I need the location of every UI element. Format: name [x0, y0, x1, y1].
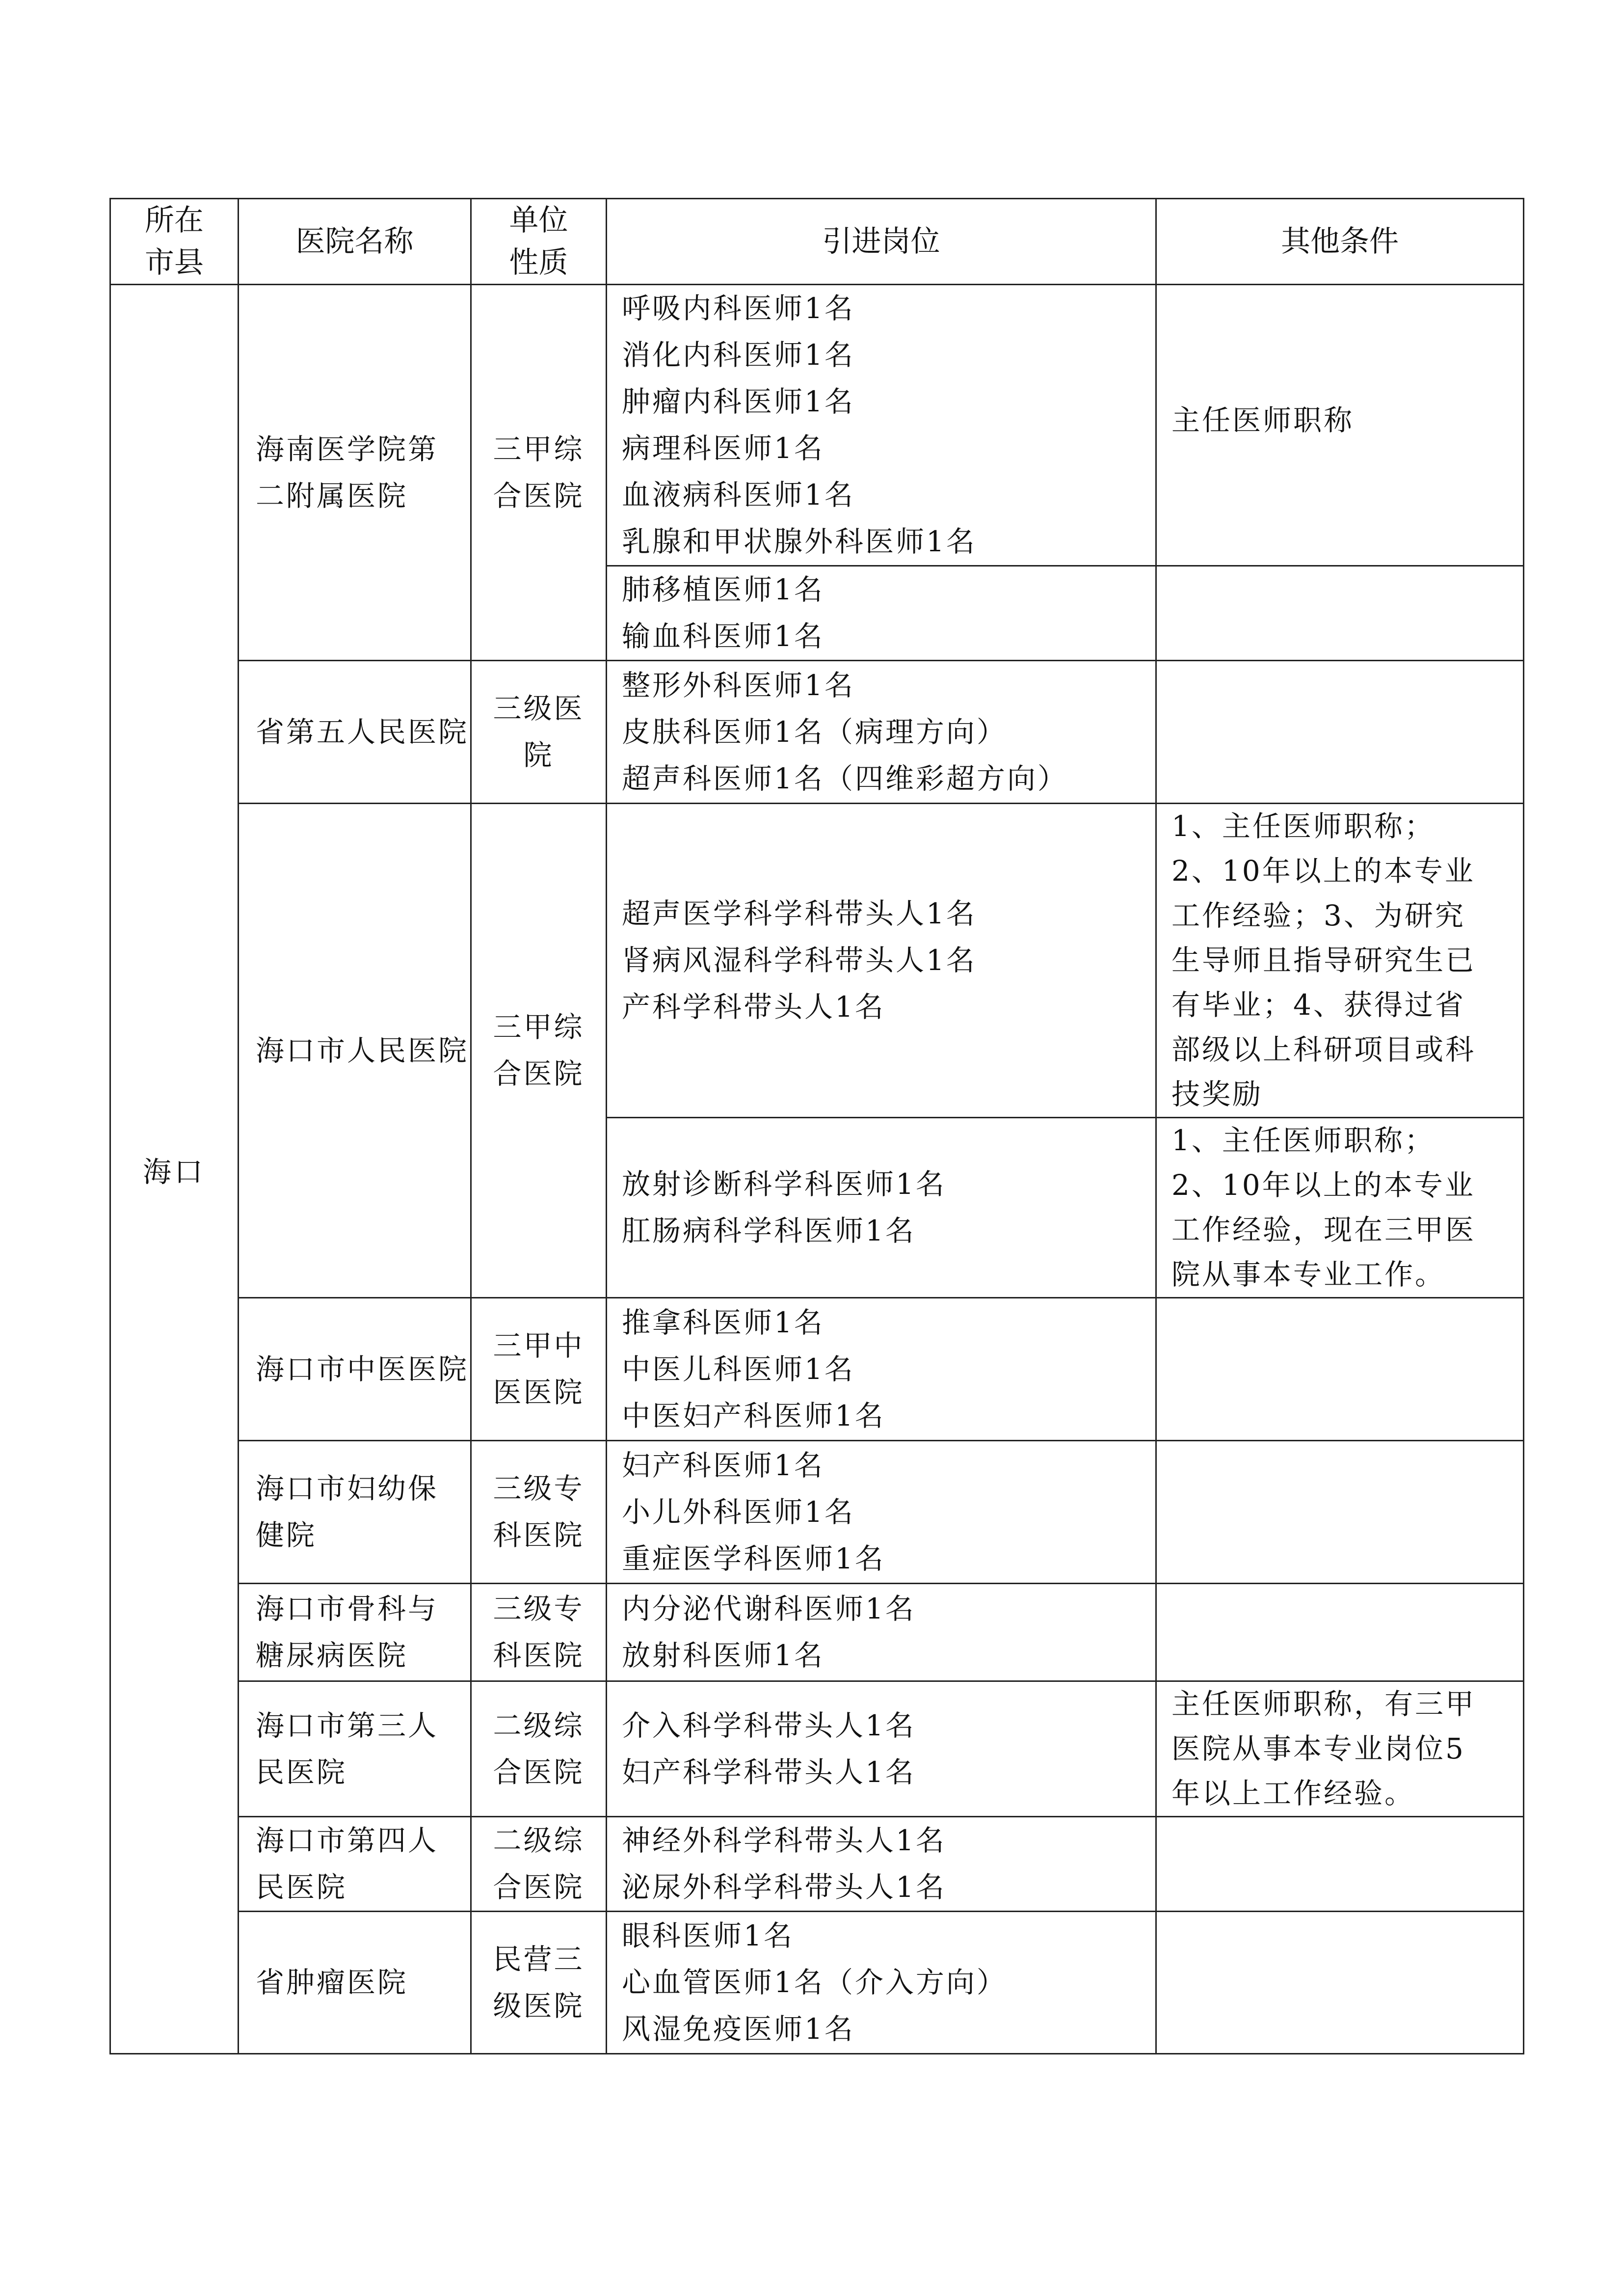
position-item: 呼吸内科医师1名: [622, 292, 855, 325]
condition-line: 1、主任医师职称；: [1171, 1124, 1435, 1157]
position-item: 神经外科学科带头人1名: [622, 1824, 946, 1857]
hospital-name-cell: [239, 1681, 471, 1817]
hospital-name-cell: [239, 1584, 471, 1681]
unit-nature-line: 级医院: [493, 1989, 585, 2023]
table-row: [110, 285, 1524, 566]
position-item: 风湿免疫医师1名: [622, 2012, 855, 2046]
positions-cell: [607, 1118, 1156, 1298]
condition-line: 主任医师职称: [1171, 404, 1355, 437]
hospital-name-cell: [239, 1441, 471, 1584]
conditions-cell: [1156, 804, 1524, 1118]
unit-nature-line: 三级专: [493, 1472, 585, 1505]
unit-nature-line: 医医院: [493, 1376, 585, 1409]
hospital-name-cell: [239, 661, 471, 804]
hospital-name-line: 健院: [256, 1518, 317, 1552]
unit-nature-line: 三甲综: [493, 432, 585, 466]
city-cell: 海口: [110, 285, 239, 2054]
positions-cell: [607, 1441, 1156, 1584]
positions-cell: [607, 285, 1156, 566]
condition-line: 年以上工作经验。: [1171, 1777, 1415, 1810]
header-city-line: 市县: [145, 245, 204, 280]
unit-nature-line: 院: [523, 738, 554, 772]
position-item: 整形外科医师1名: [622, 668, 855, 702]
header-nature-line: 单位: [509, 203, 568, 238]
positions-cell: [607, 1584, 1156, 1681]
positions-cell: [607, 1298, 1156, 1441]
positions-cell: [607, 661, 1156, 804]
hospital-name-cell: [239, 285, 471, 661]
unit-nature-line: 合医院: [493, 479, 585, 513]
conditions-cell: [1156, 1681, 1524, 1817]
unit-nature-line: 科医院: [493, 1639, 585, 1672]
position-item: 小儿外科医师1名: [622, 1495, 855, 1529]
unit-nature-cell: [471, 285, 607, 661]
hospital-name-line: 民医院: [256, 1755, 347, 1789]
position-item: 放射科医师1名: [622, 1639, 825, 1672]
unit-nature-line: 合医院: [493, 1755, 585, 1789]
position-item: 肺移植医师1名: [622, 573, 825, 606]
condition-line: 有毕业；4、获得过省: [1171, 988, 1465, 1022]
unit-nature-line: 三级专: [493, 1592, 585, 1625]
position-item: 重症医学科医师1名: [622, 1541, 885, 1575]
conditions-cell: [1156, 1912, 1524, 2054]
unit-nature-cell: [471, 661, 607, 804]
header-row: [110, 199, 1524, 285]
condition-line: 部级以上科研项目或科: [1171, 1033, 1476, 1066]
unit-nature-cell: [471, 1912, 607, 2054]
unit-nature-cell: [471, 804, 607, 1298]
table-row: [110, 1298, 1524, 1441]
position-item: 产科学科带头人1名: [622, 990, 885, 1024]
unit-nature-line: 三级医: [493, 692, 585, 725]
conditions-cell: [1156, 1441, 1524, 1584]
unit-nature-line: 三甲综: [493, 1010, 585, 1044]
position-item: 妇产科学科带头人1名: [622, 1755, 916, 1789]
position-item: 消化内科医师1名: [622, 338, 855, 372]
table-row: [110, 1441, 1524, 1584]
position-item: 推拿科医师1名: [622, 1305, 825, 1339]
position-item: 肿瘤内科医师1名: [622, 385, 855, 418]
unit-nature-cell: [471, 1681, 607, 1817]
hospital-name-line: 海南医学院第: [256, 432, 439, 466]
position-item: 皮肤科医师1名（病理方向）: [622, 715, 1007, 749]
position-item: 中医儿科医师1名: [622, 1352, 855, 1386]
position-item: 肛肠病科学科医师1名: [622, 1214, 916, 1247]
header-positions: 引进岗位: [607, 199, 1156, 285]
table-row: [110, 1817, 1524, 1912]
header-hospital-name: 医院名称: [239, 199, 471, 285]
position-item: 乳腺和甲状腺外科医师1名: [622, 525, 977, 558]
conditions-cell: [1156, 661, 1524, 804]
hospital-name-cell: [239, 1817, 471, 1912]
condition-line: 医院从事本专业岗位5: [1171, 1732, 1465, 1765]
table-row: [110, 1912, 1524, 2054]
condition-line: 院从事本专业工作。: [1171, 1258, 1446, 1291]
header-nature-line: 性质: [509, 245, 568, 280]
positions-cell: [607, 1681, 1156, 1817]
header-other-conditions: 其他条件: [1156, 199, 1524, 285]
positions-cell: [607, 566, 1156, 661]
condition-line: 1、主任医师职称；: [1171, 810, 1435, 843]
hospital-name-line: 海口市第四人: [256, 1824, 439, 1857]
unit-nature-line: 二级综: [493, 1708, 585, 1742]
unit-nature-line: 三甲中: [493, 1329, 585, 1362]
hospital-recruitment-table: [109, 198, 1524, 2054]
unit-nature-line: 二级综: [493, 1824, 585, 1857]
hospital-name-line: 海口市人民医院: [256, 1033, 469, 1067]
position-item: 泌尿外科学科带头人1名: [622, 1870, 946, 1904]
position-item: 输血科医师1名: [622, 620, 825, 653]
unit-nature-cell: [471, 1298, 607, 1441]
position-item: 中医妇产科医师1名: [622, 1399, 885, 1432]
hospital-name-line: 海口市中医医院: [256, 1352, 469, 1386]
hospital-name-line: 二附属医院: [256, 479, 408, 513]
unit-nature-cell: [471, 1584, 607, 1681]
unit-nature-cell: [471, 1441, 607, 1584]
position-item: 血液病科医师1名: [622, 478, 855, 512]
conditions-cell: [1156, 1584, 1524, 1681]
header-city-line: 所在: [145, 203, 204, 238]
position-item: 超声医学科学科带头人1名: [622, 897, 977, 930]
hospital-name-cell: [239, 1298, 471, 1441]
unit-nature-line: 民营三: [493, 1942, 585, 1976]
hospital-name-line: 省肿瘤医院: [256, 1966, 408, 1999]
table-row: [110, 661, 1524, 804]
hospital-name-cell: [239, 1912, 471, 2054]
position-item: 肾病风湿科学科带头人1名: [622, 944, 977, 977]
conditions-cell: [1156, 285, 1524, 566]
header-city: [110, 199, 239, 285]
hospital-name-line: 民医院: [256, 1870, 347, 1904]
hospital-name-cell: [239, 804, 471, 1298]
position-item: 超声科医师1名（四维彩超方向）: [622, 761, 1068, 795]
conditions-cell: [1156, 1298, 1524, 1441]
unit-nature-cell: [471, 1817, 607, 1912]
table-row: [110, 1681, 1524, 1817]
unit-nature-line: 合医院: [493, 1057, 585, 1090]
condition-line: 工作经验；3、为研究: [1171, 899, 1465, 932]
table-row: [110, 1584, 1524, 1681]
condition-line: 生导师且指导研究生已: [1171, 944, 1476, 977]
condition-line: 2、10年以上的本专业: [1171, 1168, 1475, 1202]
positions-cell: [607, 1912, 1156, 2054]
hospital-name-line: 海口市骨科与: [256, 1592, 439, 1625]
table-body: [110, 285, 1524, 2054]
position-item: 介入科学科带头人1名: [622, 1708, 916, 1742]
condition-line: 2、10年以上的本专业: [1171, 854, 1475, 888]
hospital-name-line: 省第五人民医院: [256, 715, 469, 749]
hospital-name-line: 糖尿病医院: [256, 1639, 408, 1672]
position-item: 心血管医师1名（介入方向）: [622, 1966, 1007, 1999]
header-unit-nature: [471, 199, 607, 285]
hospital-name-line: 海口市第三人: [256, 1708, 439, 1742]
condition-line: 主任医师职称，有三甲: [1171, 1687, 1476, 1721]
position-item: 眼科医师1名: [622, 1919, 794, 1952]
position-item: 内分泌代谢科医师1名: [622, 1592, 916, 1625]
positions-cell: [607, 1817, 1156, 1912]
position-item: 妇产科医师1名: [622, 1448, 825, 1482]
position-item: 病理科医师1名: [622, 432, 825, 465]
conditions-cell: [1156, 1817, 1524, 1912]
condition-line: 技奖励: [1171, 1078, 1263, 1111]
table-row: [110, 804, 1524, 1118]
conditions-cell: [1156, 1118, 1524, 1298]
hospital-name-line: 海口市妇幼保: [256, 1472, 439, 1505]
positions-cell: [607, 804, 1156, 1118]
position-item: 放射诊断科学科医师1名: [622, 1167, 946, 1201]
unit-nature-line: 合医院: [493, 1870, 585, 1904]
unit-nature-line: 科医院: [493, 1518, 585, 1552]
conditions-cell: [1156, 566, 1524, 661]
condition-line: 工作经验，现在三甲医: [1171, 1213, 1476, 1246]
